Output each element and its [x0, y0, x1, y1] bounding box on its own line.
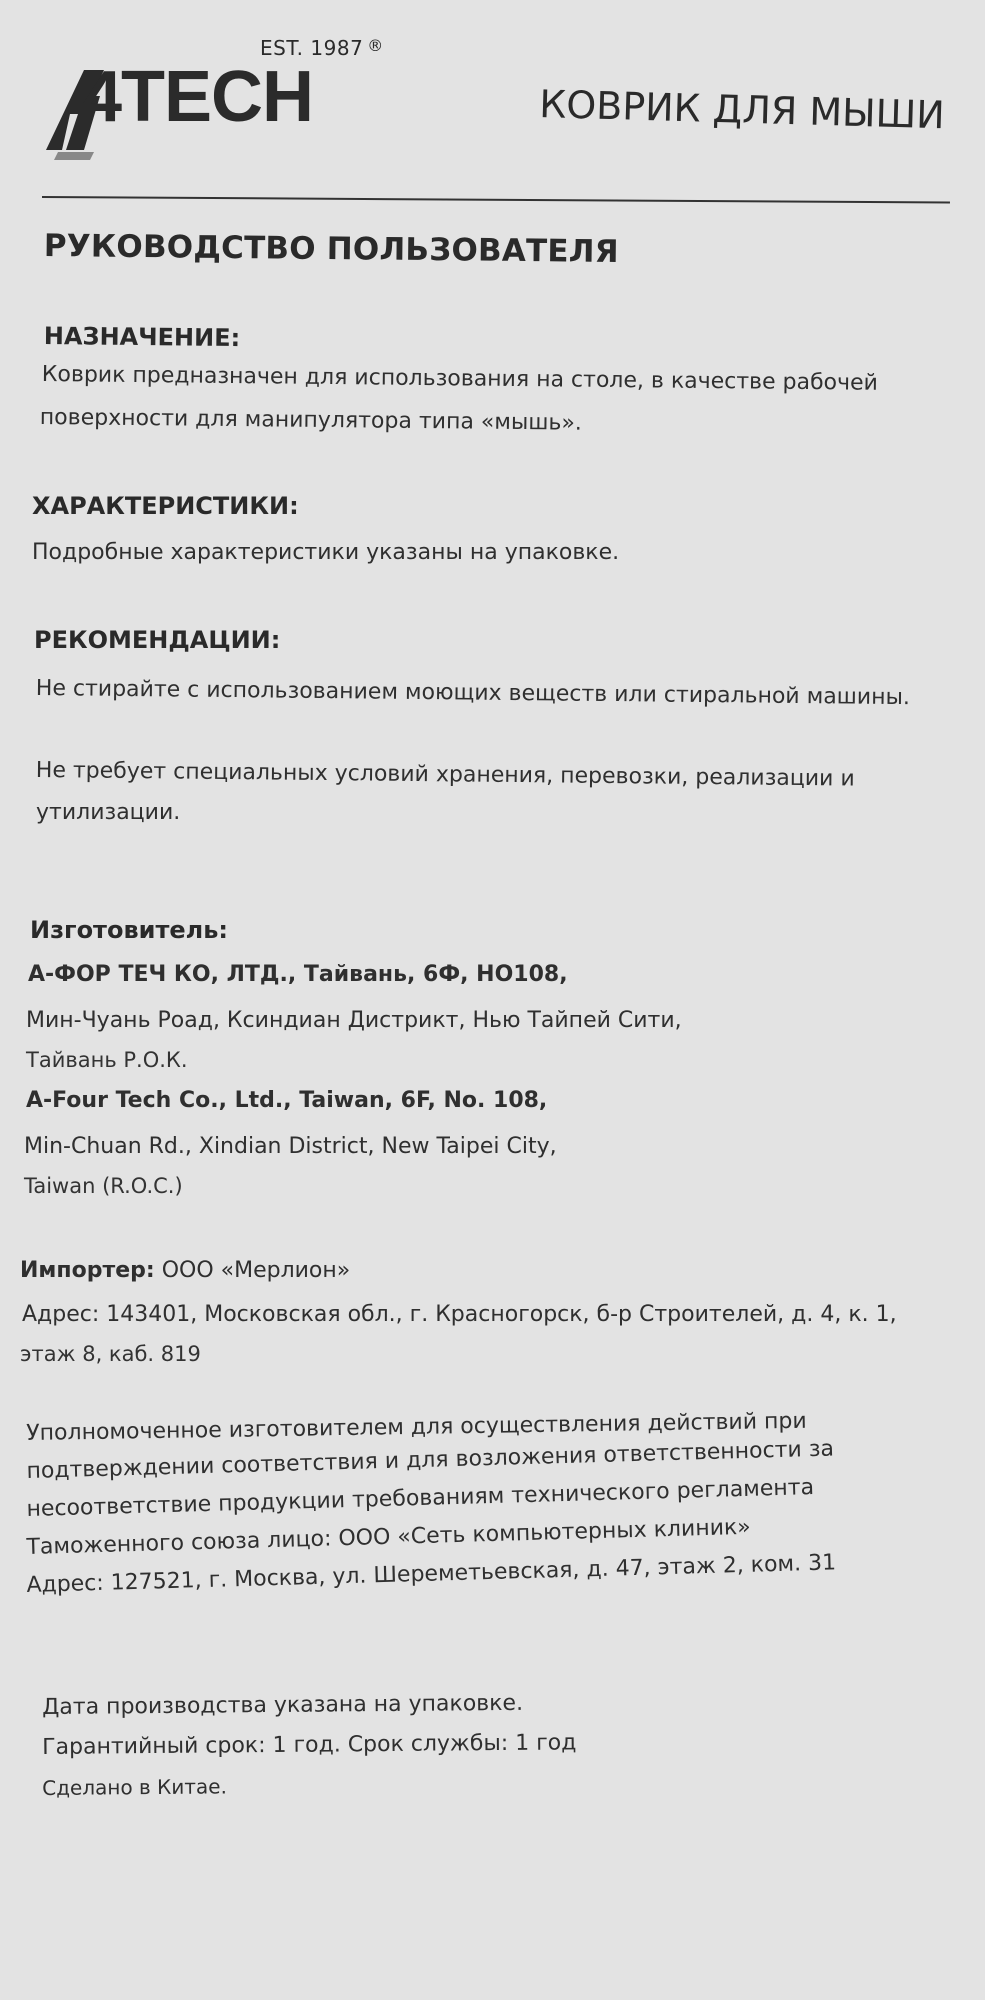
logo-wordmark: 4TECH	[82, 57, 314, 137]
purpose-line-2: поверхности для манипулятора типа «мышь».	[39, 405, 582, 436]
manufacturer-en-line-1: A-Four Tech Co., Ltd., Taiwan, 6F, No. 108,	[26, 1088, 548, 1113]
authorized-line-2: подтверждении соответствия и для возложения ответственности за	[26, 1436, 835, 1484]
manufacturer-heading: Изготовитель:	[30, 916, 228, 944]
recommendations-line-1: Не стирайте с использованием моющих веществ или стиральной машины.	[35, 676, 911, 711]
manufacturer-en-line-2: Min-Chuan Rd., Xindian District, New Taipei City,	[24, 1134, 557, 1159]
footer-line-3: Сделано в Китае.	[42, 1774, 227, 1800]
specs-line-1: Подробные характеристики указаны на упаковке.	[32, 540, 620, 565]
footer-line-2: Гарантийный срок: 1 год. Срок службы: 1 год	[42, 1730, 577, 1760]
authorized-representative-block	[26, 1408, 837, 1605]
authorized-line-1: Уполномоченное изготовителем для осуществления действий при	[26, 1408, 807, 1446]
footer-block	[42, 1688, 576, 1808]
authorized-line-3: несоответствие продукции требованиям технического регламента	[26, 1475, 815, 1522]
footer-line-1: Дата производства указана на упаковке.	[42, 1690, 524, 1720]
manufacturer-ru-line-3: Тайвань Р.О.К.	[26, 1048, 188, 1072]
purpose-line-1: Коврик предназначен для использования на столе, в качестве рабочей	[41, 362, 879, 396]
registered-mark: ®	[367, 36, 384, 55]
header-divider	[42, 196, 950, 204]
manufacturer-en-line-3: Taiwan (R.O.C.)	[24, 1174, 183, 1198]
manufacturer-ru-line-1: А-ФОР ТЕЧ КО, ЛТД., Тайвань, 6Ф, НО108,	[28, 962, 568, 987]
importer-line	[20, 1258, 350, 1283]
header-title: КОВРИК ДЛЯ МЫШИ	[538, 82, 946, 138]
recommendations-line-3: утилизации.	[36, 800, 181, 825]
importer-label: Импортер:	[20, 1258, 155, 1283]
importer-address-2: этаж 8, каб. 819	[20, 1342, 201, 1366]
document-title: РУКОВОДСТВО ПОЛЬЗОВАТЕЛЯ	[43, 228, 619, 271]
recommendations-line-2: Не требует специальных условий хранения, перевозки, реализации и	[35, 758, 855, 792]
authorized-line-4: Таможенного союза лицо: ООО «Сеть компьютерных клиник»	[26, 1514, 752, 1560]
purpose-heading: НАЗНАЧЕНИЕ:	[43, 322, 241, 353]
specs-heading: ХАРАКТЕРИСТИКИ:	[32, 492, 299, 520]
importer-name: ООО «Мерлион»	[161, 1258, 351, 1283]
manufacturer-ru-line-2: Мин-Чуань Роад, Ксиндиан Дистрикт, Нью Тайпей Сити,	[26, 1008, 682, 1033]
recommendations-heading: РЕКОМЕНДАЦИИ:	[34, 626, 281, 654]
logo-est-label: EST. 1987 ®	[260, 36, 384, 60]
importer-address-1: Адрес: 143401, Московская обл., г. Красногорск, б-р Строителей, д. 4, к. 1,	[22, 1302, 897, 1327]
authorized-line-5: Адрес: 127521, г. Москва, ул. Шереметьевская, д. 47, этаж 2, ком. 31	[26, 1550, 837, 1598]
